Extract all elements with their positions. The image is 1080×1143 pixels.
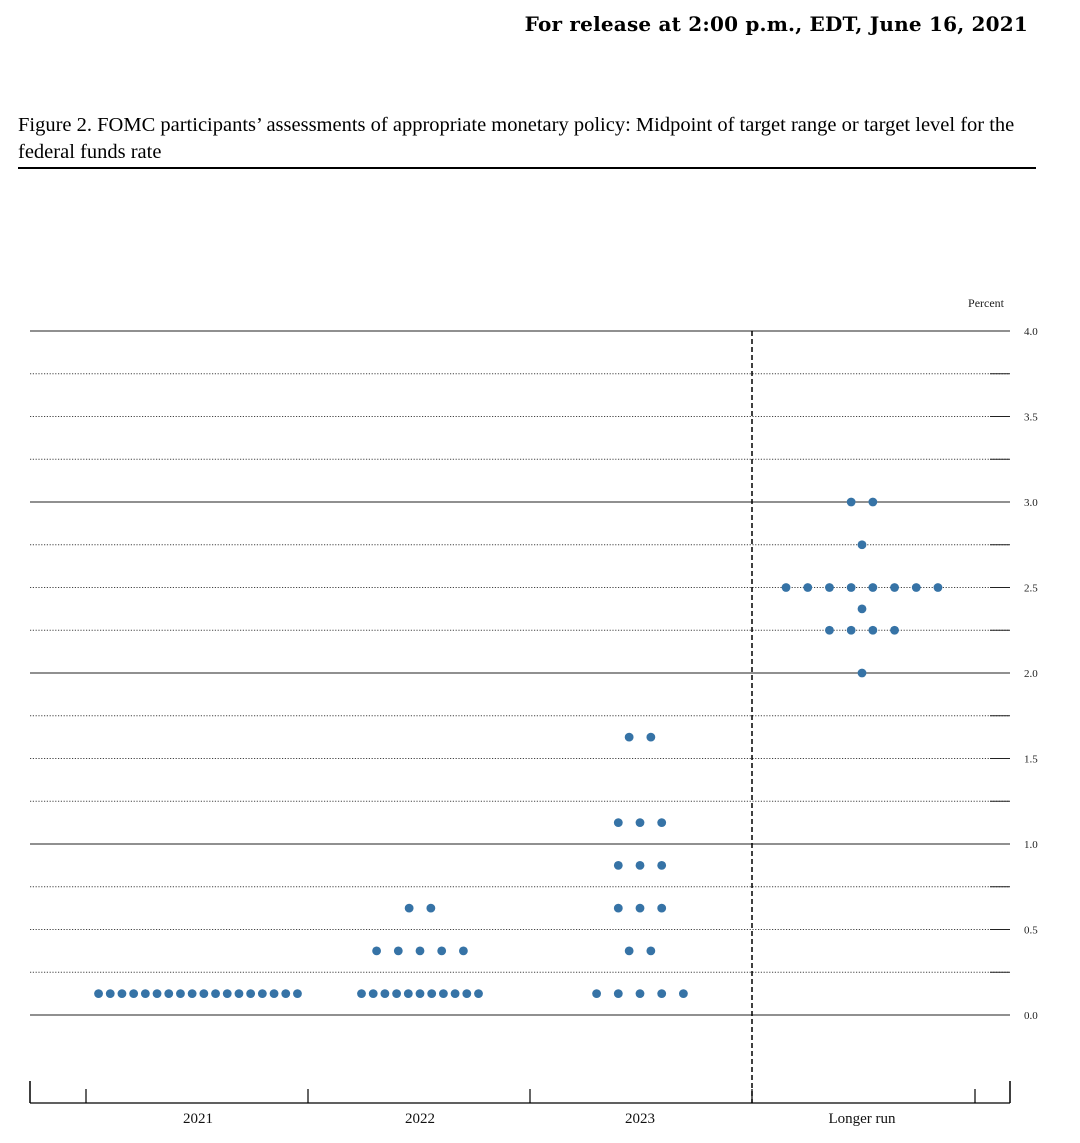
dot-2022 [357,989,366,998]
labels [183,296,1038,1127]
y-tick-label: 2.5 [1024,582,1038,595]
dot-longer-run [782,583,791,592]
dot-2023 [636,818,645,827]
dot-2021 [188,989,197,998]
dots [94,498,942,998]
dot-longer-run [803,583,812,592]
dot-2022 [381,989,390,998]
dot-2021 [246,989,255,998]
dot-2023 [614,818,623,827]
dot-2022 [451,989,460,998]
dot-longer-run [858,669,867,678]
x-tick-label: 2021 [183,1111,213,1127]
dot-longer-run [934,583,943,592]
dot-longer-run [912,583,921,592]
y-tick-label: 1.0 [1024,839,1038,851]
dot-longer-run [890,626,899,635]
dot-2023 [646,733,655,742]
dot-2023 [657,989,666,998]
y-tick-label: 0.0 [1024,1010,1038,1022]
dot-longer-run [858,540,867,549]
dot-2022 [405,904,414,913]
dot-2022 [462,989,471,998]
axes [30,331,1010,1103]
caption-rule [18,167,1036,169]
dot-2021 [164,989,173,998]
y-tick-label: 2.0 [1024,668,1038,680]
dot-2023 [636,861,645,870]
dot-2023 [657,904,666,913]
dot-2023 [657,818,666,827]
dot-2023 [636,904,645,913]
dot-longer-run [890,583,899,592]
y-tick-label: 3.0 [1024,497,1038,509]
dot-longer-run [868,626,877,635]
dot-2022 [459,946,468,955]
y-tick-label: 1.5 [1024,753,1038,766]
dot-2022 [474,989,483,998]
y-tick-label: 3.5 [1024,411,1038,424]
dot-2021 [293,989,302,998]
dot-2023 [625,946,634,955]
release-line: For release at 2:00 p.m., EDT, June 16, 2021 [524,12,1028,36]
dot-longer-run [868,583,877,592]
dot-2021 [118,989,127,998]
dot-plot-chart [0,280,1080,1143]
dot-2021 [176,989,185,998]
dot-2021 [258,989,267,998]
dot-2021 [94,989,103,998]
x-tick-label: 2023 [625,1111,655,1127]
dot-2023 [679,989,688,998]
dot-2021 [223,989,232,998]
dot-2023 [592,989,601,998]
dot-2022 [416,989,425,998]
dot-longer-run [858,604,867,613]
dot-2023 [614,861,623,870]
dot-2021 [141,989,150,998]
dot-2023 [636,989,645,998]
dot-2022 [437,946,446,955]
dot-2022 [404,989,413,998]
dot-2023 [625,733,634,742]
x-tick-label: 2022 [405,1111,435,1127]
dot-2023 [614,989,623,998]
y-tick-label: 4.0 [1024,326,1038,338]
dot-longer-run [868,498,877,507]
dot-longer-run [825,626,834,635]
dot-2021 [129,989,138,998]
x-tick-label: Longer run [828,1111,896,1127]
dot-longer-run [847,626,856,635]
dot-2022 [372,946,381,955]
dot-2023 [657,861,666,870]
dot-2021 [235,989,244,998]
dot-2022 [416,946,425,955]
dot-2021 [270,989,279,998]
y-tick-label: 0.5 [1024,924,1038,937]
figure-caption: Figure 2. FOMC participants’ assessments of appropriate monetary policy: Midpoint of target range or target level for the federal funds rate [18,114,1015,163]
dot-2022 [439,989,448,998]
dot-2021 [211,989,220,998]
dot-2022 [426,904,435,913]
dot-2023 [614,904,623,913]
y-axis-label: Percent [968,296,1004,310]
dot-2022 [369,989,378,998]
dot-2021 [281,989,290,998]
dot-longer-run [847,498,856,507]
dot-longer-run [847,583,856,592]
dot-2021 [199,989,208,998]
dot-2022 [427,989,436,998]
dot-2021 [153,989,162,998]
dot-2021 [106,989,115,998]
dot-2022 [392,989,401,998]
dot-2023 [646,946,655,955]
dot-2022 [394,946,403,955]
dot-longer-run [825,583,834,592]
